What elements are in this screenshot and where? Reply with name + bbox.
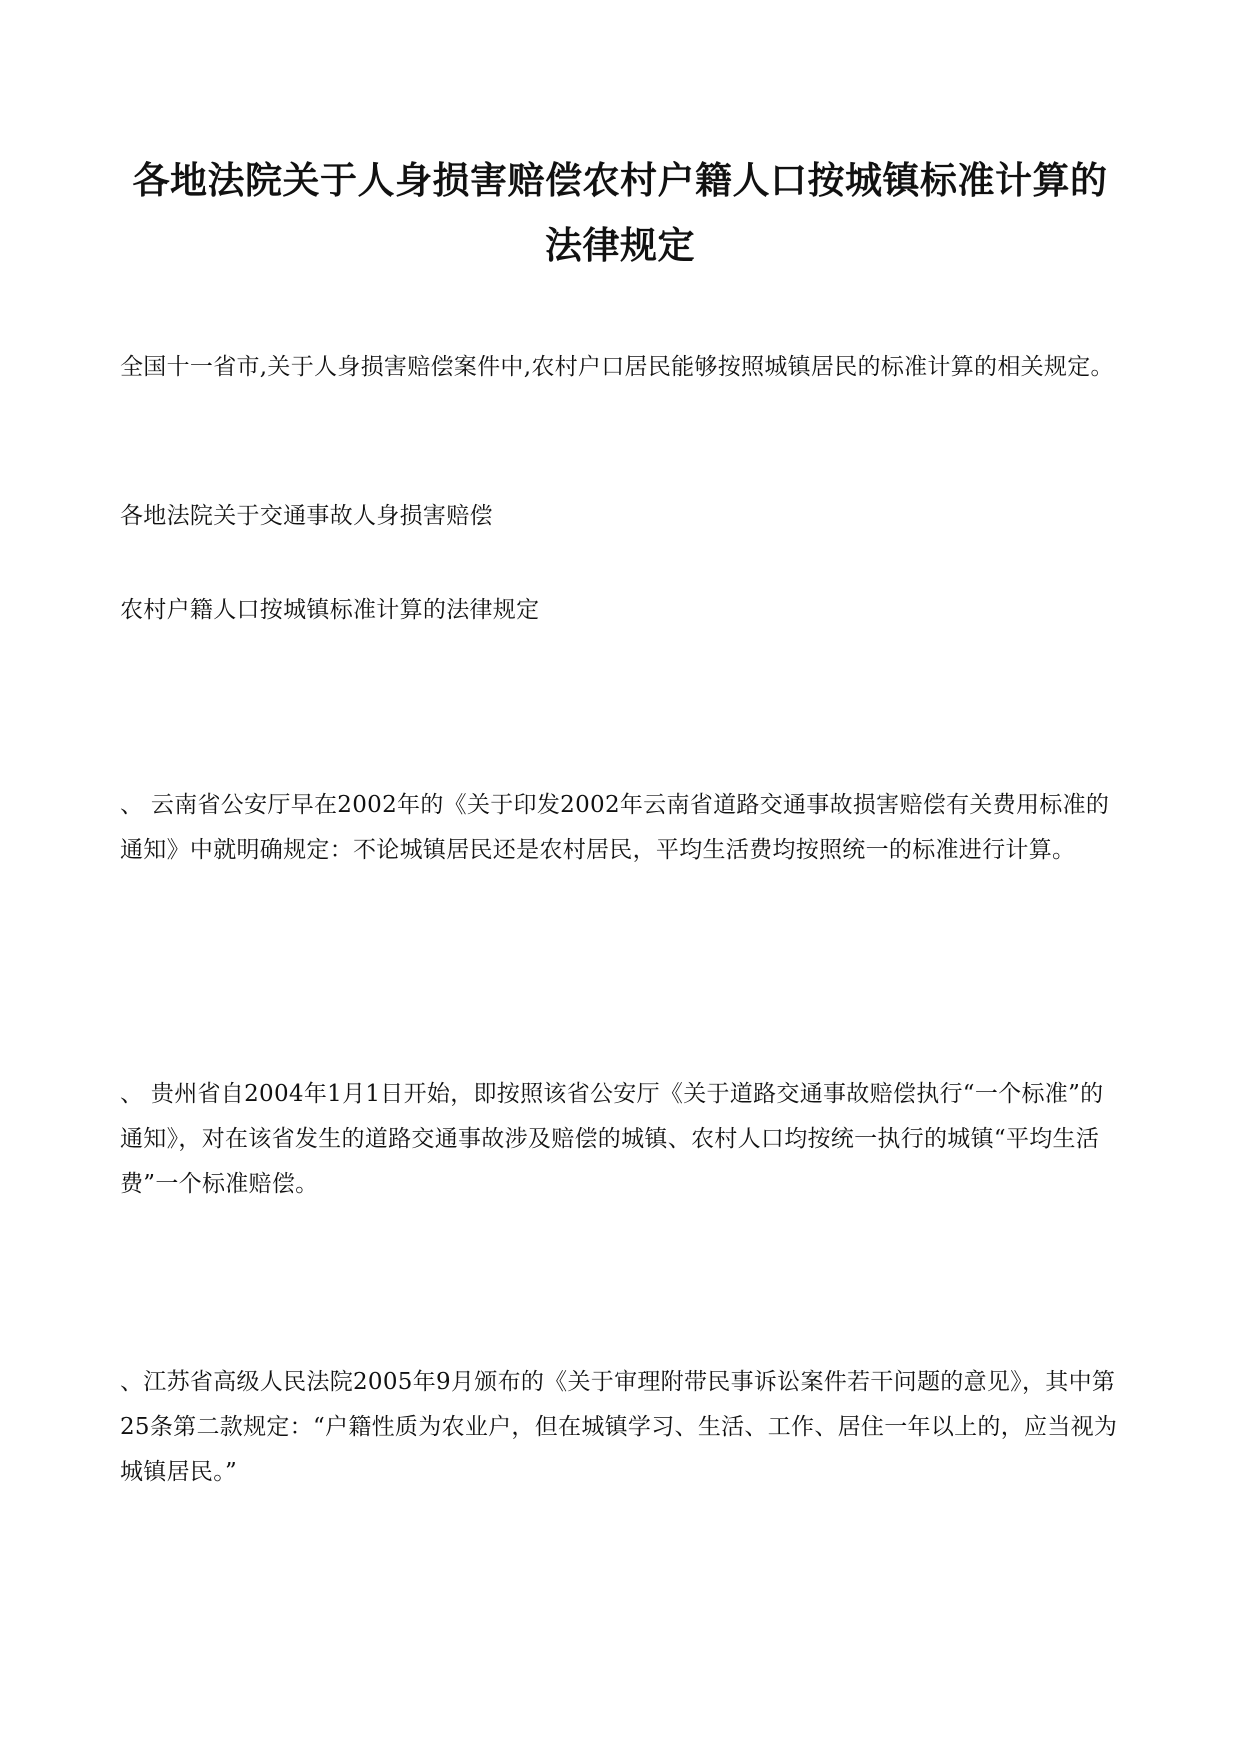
title-line-1: 各地法院关于人身损害赔偿农村户籍人口按城镇标准计算的: [132, 159, 1108, 202]
document-title: [110, 148, 1130, 278]
paragraph-yunnan: 、 云南省公安厅早在2002年的《关于印发2002年云南省道路交通事故损害赔偿有关费用标准的通知》中就明确规定：不论城镇居民还是农村居民，平均生活费均按照统一的标准进行计算。: [120, 792, 1110, 863]
paragraph-jiangsu: 、江苏省高级人民法院2005年9月颁布的《关于审理附带民事诉讼案件若干问题的意见》，其中第25条第二款规定：“户籍性质为农业户，但在城镇学习、生活、工作、居住一年以上的，应当视为城镇居民。”: [120, 1369, 1118, 1485]
paragraph-subtitle-1: 各地法院关于交通事故人身损害赔偿: [120, 503, 493, 529]
paragraph-guizhou: 、 贵州省自2004年1月1日开始，即按照该省公安厅《关于道路交通事故赔偿执行“一个标准”的通知》，对在该省发生的道路交通事故涉及赔偿的城镇、农村人口均按统一执行的城镇“平均生活费”一个标准赔偿。: [120, 1081, 1104, 1197]
paragraph-subtitle-2: 农村户籍人口按城镇标准计算的法律规定: [120, 597, 540, 623]
title-line-2: 法律规定: [545, 224, 695, 267]
paragraph-intro: 全国十一省市,关于人身损害赔偿案件中,农村户口居民能够按照城镇居民的标准计算的相关规定。: [120, 354, 1114, 380]
